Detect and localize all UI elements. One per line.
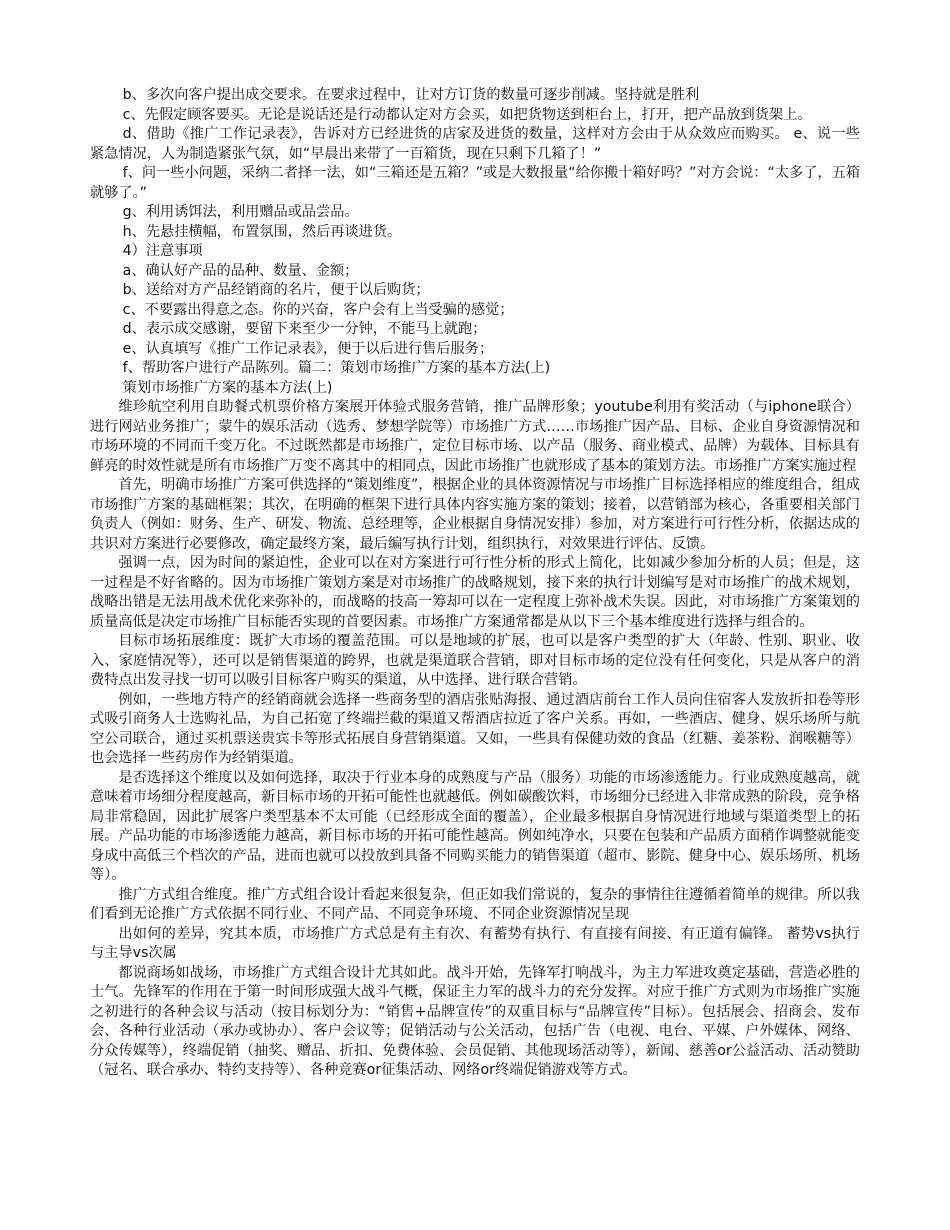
list-item-c: c、先假定顾客要买。无论是说话还是行动都认定对方会买，如把货物送到柜台上，打开，把产品放到货架上。	[122, 106, 812, 123]
body-paragraph: 维珍航空利用自助餐式机票价格方案展开体验式服务营销，推广品牌形象；youtube利用有奖活动（与iphone联合）进行网站业务推广；蒙牛的娱乐活动（选秀、梦想学院等）市场推广方式……市场推广因产品、目标、企业自身资源情况和市场环境的不同而千变万化。不过既然都是市场推广，定位目标市场、以产品（服务、商业模式、品牌）为载体、目标具有鲜亮的时效性就是所有市场推广万变不离其中的相同点，因此市场推广也就形成了基本的策划方法。市场推广方案实施过程	[90, 399, 860, 474]
body-paragraph: 都说商场如战场，市场推广方式组合设计尤其如此。战斗开始，先锋军打响战斗，为主力军进攻奠定基础，营造必胜的士气。先锋军的作用在于第一时间形成强大战斗气概，保证主力军的战斗力的充分发挥。对应于推广方式则为市场推广实施之初进行的各种会议与活动（按目标划分为：“销售+品牌宣传”的双重目标与“品牌宣传”目标）。包括展会、招商会、发布会、各种行业活动（承办或协办）、客户会议等；促销活动与公关活动，包括广告（电视、电台、平媒、户外媒体、网络、分众传媒等），终端促销（抽奖、赠品、折扣、免费体验、会员促销、其他现场活动等），新闻、慈善or公益活动、活动赞助（冠名、联合承办、特约支持等）、各种竞赛or征集活动、网络or终端促销游戏等方式。	[90, 964, 860, 1078]
section-heading-notes: 4）注意事项	[122, 243, 203, 259]
body-paragraph: 目标市场拓展维度：既扩大市场的覆盖范围。可以是地域的扩展，也可以是客户类型的扩大（年龄、性别、职业、收入、家庭情况等），还可以是销售渠道的跨界，也就是渠道联合营销，即对目标市场的定位没有任何变化，只是从客户的消费特点出发寻找一切可以吸引目标客户购买的渠道，从中选择、进行联合营销。	[90, 633, 860, 688]
list-item-d-e: d、借助《推广工作记录表》，告诉对方已经进货的店家及进货的数量，这样对方会由于从众效应而购买。 e、说一些紧急情况，人为制造紧张气氛，如“早晨出来带了一百箱货，现在只剩下几箱了！”	[90, 126, 860, 162]
body-paragraph: 出如何的差异，究其本质，市场推广方式总是有主有次、有蓄势有执行、有直接有间接、有正道有偏锋。 蓄势vs执行与主导vs次属	[90, 925, 860, 961]
document-body	[90, 86, 860, 1081]
note-item-c: c、不要露出得意之态。你的兴奋，客户会有上当受骗的感觉；	[122, 301, 514, 318]
note-item-d: d、表示成交感谢，要留下来至少一分钟，不能马上就跑；	[122, 321, 487, 337]
body-paragraph: 强调一点，因为时间的紧迫性，企业可以在对方案进行可行性分析的形式上简化，比如减少参加分析的人员；但是，这一过程是不好省略的。因为市场推广策划方案是对市场推广的战略规划，接下来的执行计划编写是对市场推广的战术规划，战略出错是无法用战术优化来弥补的，而战略的技高一筹却可以在一定程度上弥补战术失误。因此，对市场推广方案策划的质量高低是决定市场推广目标能否实现的首要因素。市场推广方案通常都是从以下三个基本维度进行选择与组合的。	[90, 555, 860, 630]
body-paragraph: 是否选择这个维度以及如何选择，取决于行业本身的成熟度与产品（服务）功能的市场渗透能力。行业成熟度越高，就意味着市场细分程度越高，新目标市场的开拓可能性也就越低。例如碳酸饮料，市场细分已经进入非常成熟的阶段，竞争格局非常稳固，因此扩展客户类型基本不太可能（已经形成全面的覆盖），企业最多根据自身情况进行地域与渠道类型上的拓展。产品功能的市场渗透能力越高，新目标市场的开拓可能性越高。例如纯净水，只要在包装和产品质方面稍作调整就能变身成中高低三个档次的产品，进而也就可以投放到具备不同购买能力的销售渠道（超市、影院、健身中心、娱乐场所、机场等）。	[90, 769, 860, 883]
note-item-f: f、帮助客户进行产品陈列。篇二：策划市场推广方案的基本方法(上)	[122, 360, 551, 376]
body-paragraph: 推广方式组合维度。推广方式组合设计看起来很复杂，但正如我们常说的，复杂的事情往往遵循着简单的规律。所以我们看到无论推广方式依据不同行业、不同产品、不同竞争环境、不同企业资源情况呈现	[90, 886, 860, 922]
note-item-b: b、送给对方产品经销商的名片，便于以后购货；	[122, 282, 430, 298]
body-paragraph: 例如，一些地方特产的经销商就会选择一些商务型的酒店张贴海报、通过酒店前台工作人员向住宿客人发放折扣卷等形式吸引商务人士选购礼品，为自己拓宽了终端拦截的渠道又帮酒店拉近了客户关系。再如，一些酒店、健身、娱乐场所与航空公司联合，通过买机票送贵宾卡等形式拓展自身营销渠道。又如，一些具有保健功效的食品（红糖、姜茶粉、润喉糖等）也会选择一些药房作为经销渠道。	[90, 691, 860, 766]
list-item-h: h、先悬挂横幅，布置氛围，然后再谈进货。	[122, 223, 402, 240]
note-item-e: e、认真填写《推广工作记录表》，便于以后进行售后服务；	[122, 340, 494, 357]
list-item-g: g、利用诱饵法，利用赠品或品尝品。	[122, 204, 359, 220]
list-item-f: f、问一些小问题，采纳二者择一法，如“三箱还是五箱？”或是大数报量“给你搬十箱好吗？”对方会说：“太多了，五箱就够了。”	[90, 165, 860, 201]
body-paragraph: 首先，明确市场推广方案可供选择的“策划维度”，根据企业的具体资源情况与市场推广目标选择相应的维度组合，组成市场推广方案的基础框架；其次，在明确的框架下进行具体内容实施方案的策划；接着，以营销部为核心，各重要相关部门负责人（例如：财务、生产、研发、物流、总经理等，企业根据自身情况安排）参加，对方案进行可行性分析，依据达成的共识对方案进行必要修改，确定最终方案，最后编写执行计划，组织执行，对效果进行评估、反馈。	[90, 477, 860, 552]
list-item-b: b、多次向客户提出成交要求。在要求过程中，让对方订货的数量可逐步削减。坚持就是胜利	[122, 87, 700, 103]
section-title: 策划市场推广方案的基本方法(上)	[122, 379, 333, 396]
note-item-a: a、确认好产品的品种、数量、金额；	[122, 262, 359, 279]
